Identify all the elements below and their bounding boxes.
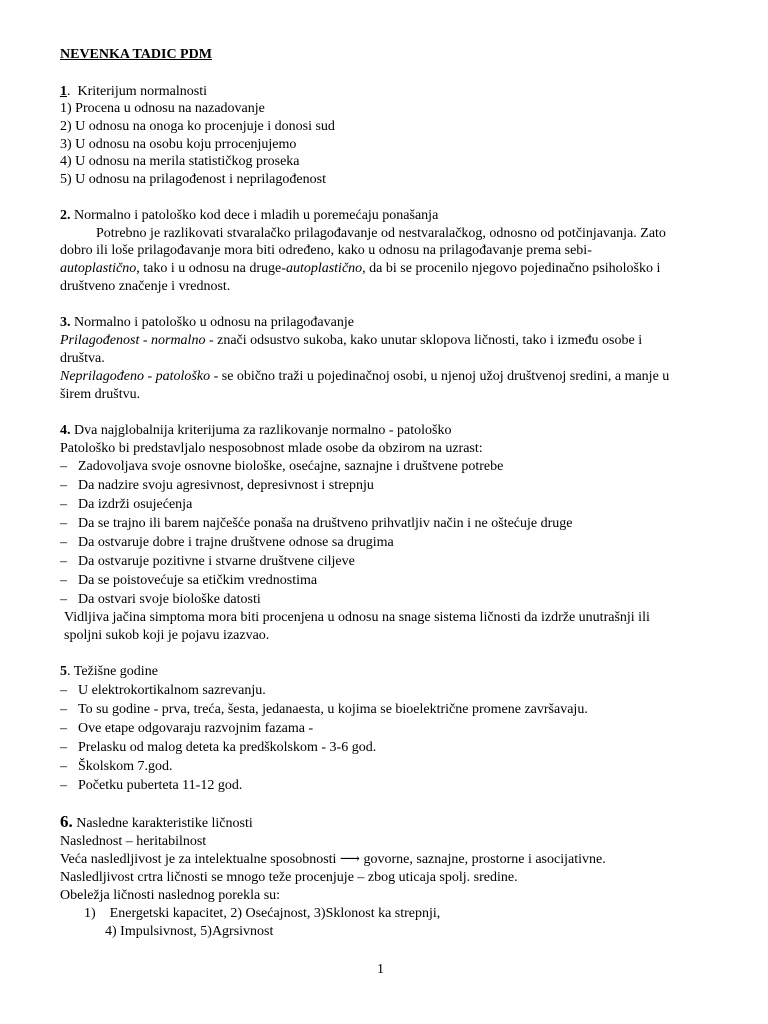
text-fragment: , da bi se procenilo njegovo pojedinačno psihološko i (362, 261, 661, 276)
section-2-number: 2. (60, 208, 71, 223)
bullet-item: – Da ostvaruje pozitivne i stvarne društvene ciljeve (60, 554, 355, 569)
bullet-text: Da ostvaruje dobre i trajne društvene odnose sa drugima (78, 535, 394, 550)
bullet-text: Prelasku od malog deteta ka predškolskom - 3-6 god. (78, 740, 377, 755)
page-number: 1 (377, 962, 384, 977)
bullet-item: – Školskom 7.god. (60, 759, 173, 774)
section-2-heading (60, 207, 438, 225)
section-5-number: 5 (60, 664, 67, 679)
section-3-number: 3. (60, 315, 71, 330)
section-6-title: Nasledne karakteristike ličnosti (76, 816, 253, 831)
paragraph-line: Obeležja ličnosti naslednog porekla su: (60, 888, 281, 903)
italic-term: Neprilagođeno - patološko (60, 369, 211, 384)
bullet-item: – Da ostvaruje dobre i trajne društvene odnose sa drugima (60, 535, 394, 550)
section-1-title: Kriterijum normalnosti (77, 84, 207, 99)
section-4-title: Dva najglobalnija kriterijuma za razlikovanje normalno - patološko (74, 423, 452, 438)
list-text: Energetski kapacitet, 2) Osećajnost, 3)Sklonost ka strepnji, (109, 906, 441, 921)
section-1-heading: 1. Kriterijum normalnosti (60, 84, 207, 99)
bullet-item: – Da se poistovećuje sa etičkim vrednostima (60, 573, 318, 588)
list-item: 4) Impulsivnost, 5)Agrsivnost (105, 924, 274, 939)
list-item: 1) Procena u odnosu na nazadovanje (60, 101, 265, 116)
italic-term: Prilagođenost - normalno (60, 333, 206, 348)
bullet-text: Da se poistovećuje sa etičkim vrednostima (78, 573, 318, 588)
bullet-item: – Ove etape odgovaraju razvojnim fazama - (60, 721, 314, 736)
bullet-text: Ove etape odgovaraju razvojnim fazama - (78, 721, 314, 736)
paragraph-line: Vidljiva jačina simptoma mora biti procenjena u odnosu na snage sistema ličnosti da izdrže unutrašnji ili (64, 610, 650, 625)
bullet-item: – Zadovoljava svoje osnovne biološke, osećajne, saznajne i društvene potrebe (60, 459, 504, 474)
bullet-item: – Da nadzire svoju agresivnost, depresivnost i strepnju (60, 478, 374, 493)
bullet-item: – U elektrokortikalnom sazrevanju. (60, 683, 266, 698)
list-item: 3) U odnosu na osobu koju prrocenjujemo (60, 137, 297, 152)
bullet-text: Da ostvari svoje biološke datosti (78, 592, 261, 607)
list-item: 5) U odnosu na prilagođenost i neprilagođenost (60, 172, 326, 187)
bullet-item: – To su godine - prva, treća, šesta, jedanaesta, u kojima se bioelektrične promene završavaju. (60, 702, 588, 717)
bullet-text: Zadovoljava svoje osnovne biološke, osećajne, saznajne i društvene potrebe (78, 459, 504, 474)
paragraph-line: spoljni sukob koji je pojavu izazvao. (64, 628, 270, 643)
list-item: 4) U odnosu na merila statističkog proseka (60, 154, 300, 169)
paragraph-line: Nasledljivost crtra ličnosti se mnogo teže procenjuje – zbog uticaja spolj. sredine. (60, 870, 518, 885)
section-5-title: . Težišne godine (67, 664, 158, 679)
bullet-text: Početku puberteta 11-12 god. (78, 778, 243, 793)
paragraph-line (60, 368, 669, 386)
bullet-text: Da ostvaruje pozitivne i stvarne društvene ciljeve (78, 554, 355, 569)
list-item: 2) U odnosu na onoga ko procenjuje i donosi sud (60, 119, 335, 134)
paragraph-line: društva. (60, 351, 105, 366)
paragraph-line: širem društvu. (60, 387, 141, 402)
section-1-number: 1 (60, 84, 67, 99)
list-number: 1) (84, 906, 96, 921)
section-6-number: 6. (60, 812, 73, 831)
section-2-title: Normalno i patološko kod dece i mladih u poremećaju ponašanja (74, 208, 439, 223)
section-3-title: Normalno i patološko u odnosu na prilagođavanje (74, 315, 354, 330)
bullet-item: – Početku puberteta 11-12 god. (60, 778, 243, 793)
paragraph-line: dobro ili loše prilagođavanje mora biti određeno, kako u odnosu na prilagođavanje prema sebi- (60, 243, 592, 258)
paragraph-line: Naslednost – heritabilnost (60, 834, 207, 849)
italic-term: autoplastično (60, 261, 137, 276)
section-4-heading (60, 422, 452, 440)
bullet-text: Da se trajno ili barem najčešće ponaša na društveno prihvatljiv način i ne oštećuje druge (78, 516, 573, 531)
paragraph-line: Veća nasledljivost je za intelektualne sposobnosti ⟶ govorne, saznajne, prostorne i asocijativne. (60, 852, 606, 867)
bullet-item: – Da se trajno ili barem najčešće ponaša na društveno prihvatljiv način i ne oštećuje druge (60, 516, 573, 531)
bullet-item: – Prelasku od malog deteta ka predškolskom - 3-6 god. (60, 740, 377, 755)
list-item (84, 905, 440, 923)
section-3-heading (60, 314, 354, 332)
text-fragment: - se obično traži u pojedinačnoj osobi, u njenoj užoj društvenoj sredini, a manje u (210, 369, 670, 384)
text-fragment: , tako i u odnosu na druge- (136, 261, 286, 276)
bullet-text: To su godine - prva, treća, šesta, jedanaesta, u kojima se bioelektrične promene završavaju. (78, 702, 588, 717)
section-5-heading (60, 663, 158, 681)
bullet-item: – Da ostvari svoje biološke datosti (60, 592, 261, 607)
bullet-text: Da nadzire svoju agresivnost, depresivnost i strepnju (78, 478, 374, 493)
paragraph-line (60, 332, 642, 350)
paragraph-line (60, 260, 660, 278)
section-4-number: 4. (60, 423, 71, 438)
bullet-item: – Da izdrži osujećenja (60, 497, 193, 512)
italic-term: autoplastično (285, 261, 363, 276)
bullet-text: U elektrokortikalnom sazrevanju. (78, 683, 266, 698)
section-6-heading (60, 813, 253, 833)
bullet-text: Da izdrži osujećenja (78, 497, 193, 512)
paragraph-line: Potrebno je razlikovati stvaralačko prilagođavanje od nestvaralačkog, odnosno od potčinjavanja. Zato (96, 226, 666, 241)
paragraph-line: Patološko bi predstavljalo nesposobnost mlade osobe da obzirom na uzrast: (60, 441, 483, 456)
paragraph-line: društveno značenje i vrednost. (60, 279, 231, 294)
document-header: NEVENKA TADIC PDM (60, 47, 212, 62)
bullet-text: Školskom 7.god. (78, 759, 173, 774)
text-fragment: - znači odsustvo sukoba, kako unutar sklopova ličnosti, tako i između osobe i (205, 333, 643, 348)
